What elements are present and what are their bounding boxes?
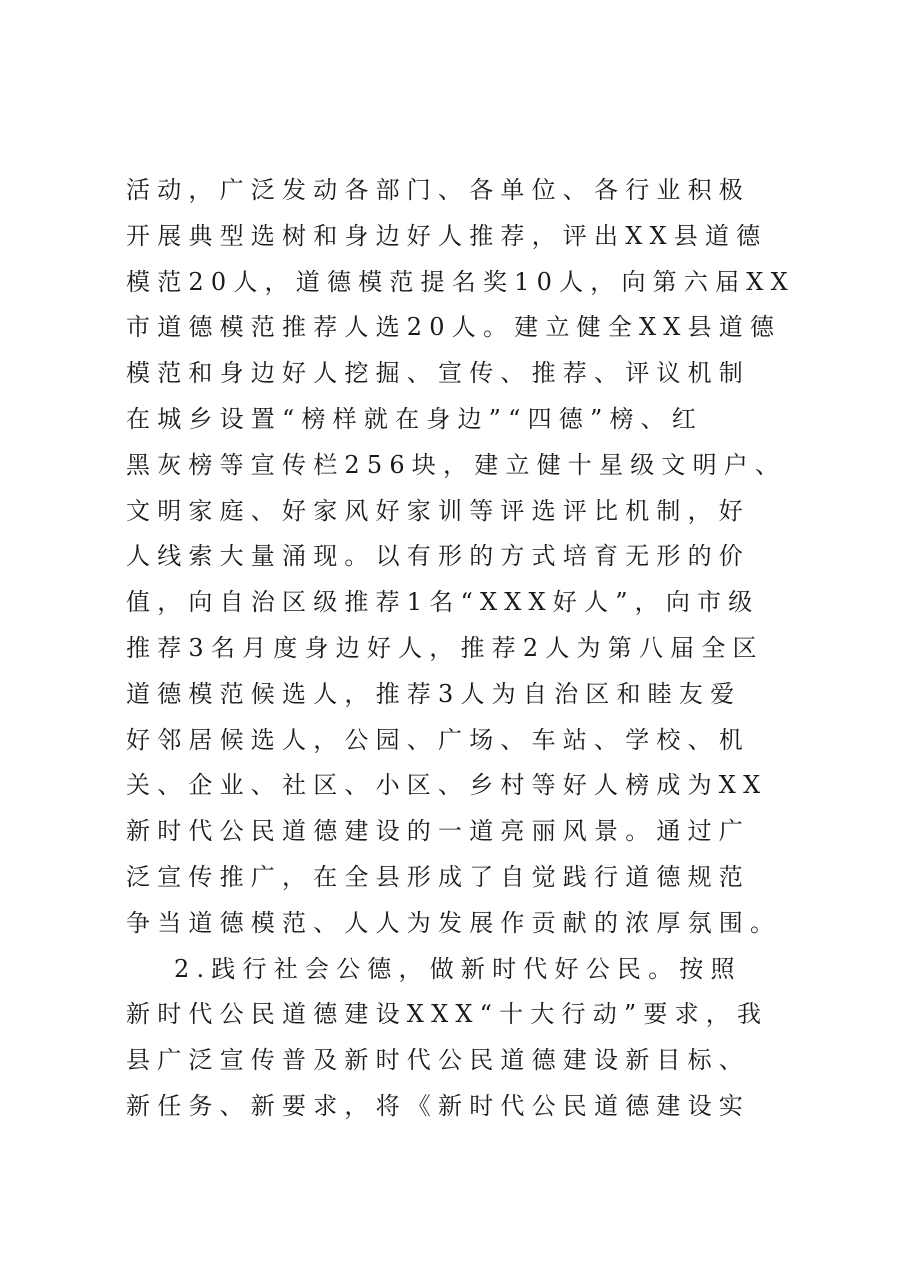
- text-line: 市道德模范推荐人选20人。建立健全XX县道德: [126, 313, 782, 342]
- text-line: 文明家庭、好家风好家训等评选评比机制，好: [126, 496, 750, 525]
- text-line: 活动，广泛发动各部门、各单位、各行业积极: [126, 176, 750, 204]
- text-line: 争当道德模范、人人为发展作贡献的浓厚氛围。: [126, 908, 782, 937]
- text-line: 新任务、新要求，将《新时代公民道德建设实: [126, 1091, 750, 1120]
- text-line: 模范20人，道德模范提名奖10人，向第六届XX: [126, 267, 795, 296]
- text-line: 在城乡设置“榜样就在身边”“四德”榜、红: [126, 404, 704, 433]
- text-line: 开展典型选树和身边好人推荐，评出XX县道德: [126, 221, 768, 250]
- body-text: [126, 168, 826, 1130]
- text-line: 泛宣传推广，在全县形成了自觉践行道德规范: [126, 862, 750, 891]
- text-line: 人线索大量涌现。以有形的方式培育无形的价: [126, 542, 750, 571]
- text-line: 值，向自治区级推荐1名“XXX好人”，向市级: [126, 588, 760, 617]
- text-line: 黑灰榜等宣传栏256块，建立健十星级文明户、: [126, 450, 787, 479]
- section-heading-line: 2.践行社会公德，做新时代好公民。按照: [174, 954, 742, 983]
- text-line: 新时代公民道德建设的一道亮丽风景。通过广: [126, 817, 750, 846]
- text-line: 好邻居候选人，公园、广场、车站、学校、机: [126, 725, 750, 754]
- text-line: 县广泛宣传普及新时代公民道德建设新目标、: [126, 1046, 750, 1075]
- text-line: 关、企业、社区、小区、乡村等好人榜成为XX: [126, 771, 768, 800]
- text-line: 模范和身边好人挖掘、宣传、推荐、评议机制: [126, 359, 750, 388]
- text-line: 道德模范候选人，推荐3人为自治区和睦友爱: [126, 679, 742, 708]
- text-line: 新时代公民道德建设XXX“十大行动”要求，我: [126, 1000, 769, 1029]
- text-line: 推荐3名月度身边好人，推荐2人为第八届全区: [126, 633, 764, 662]
